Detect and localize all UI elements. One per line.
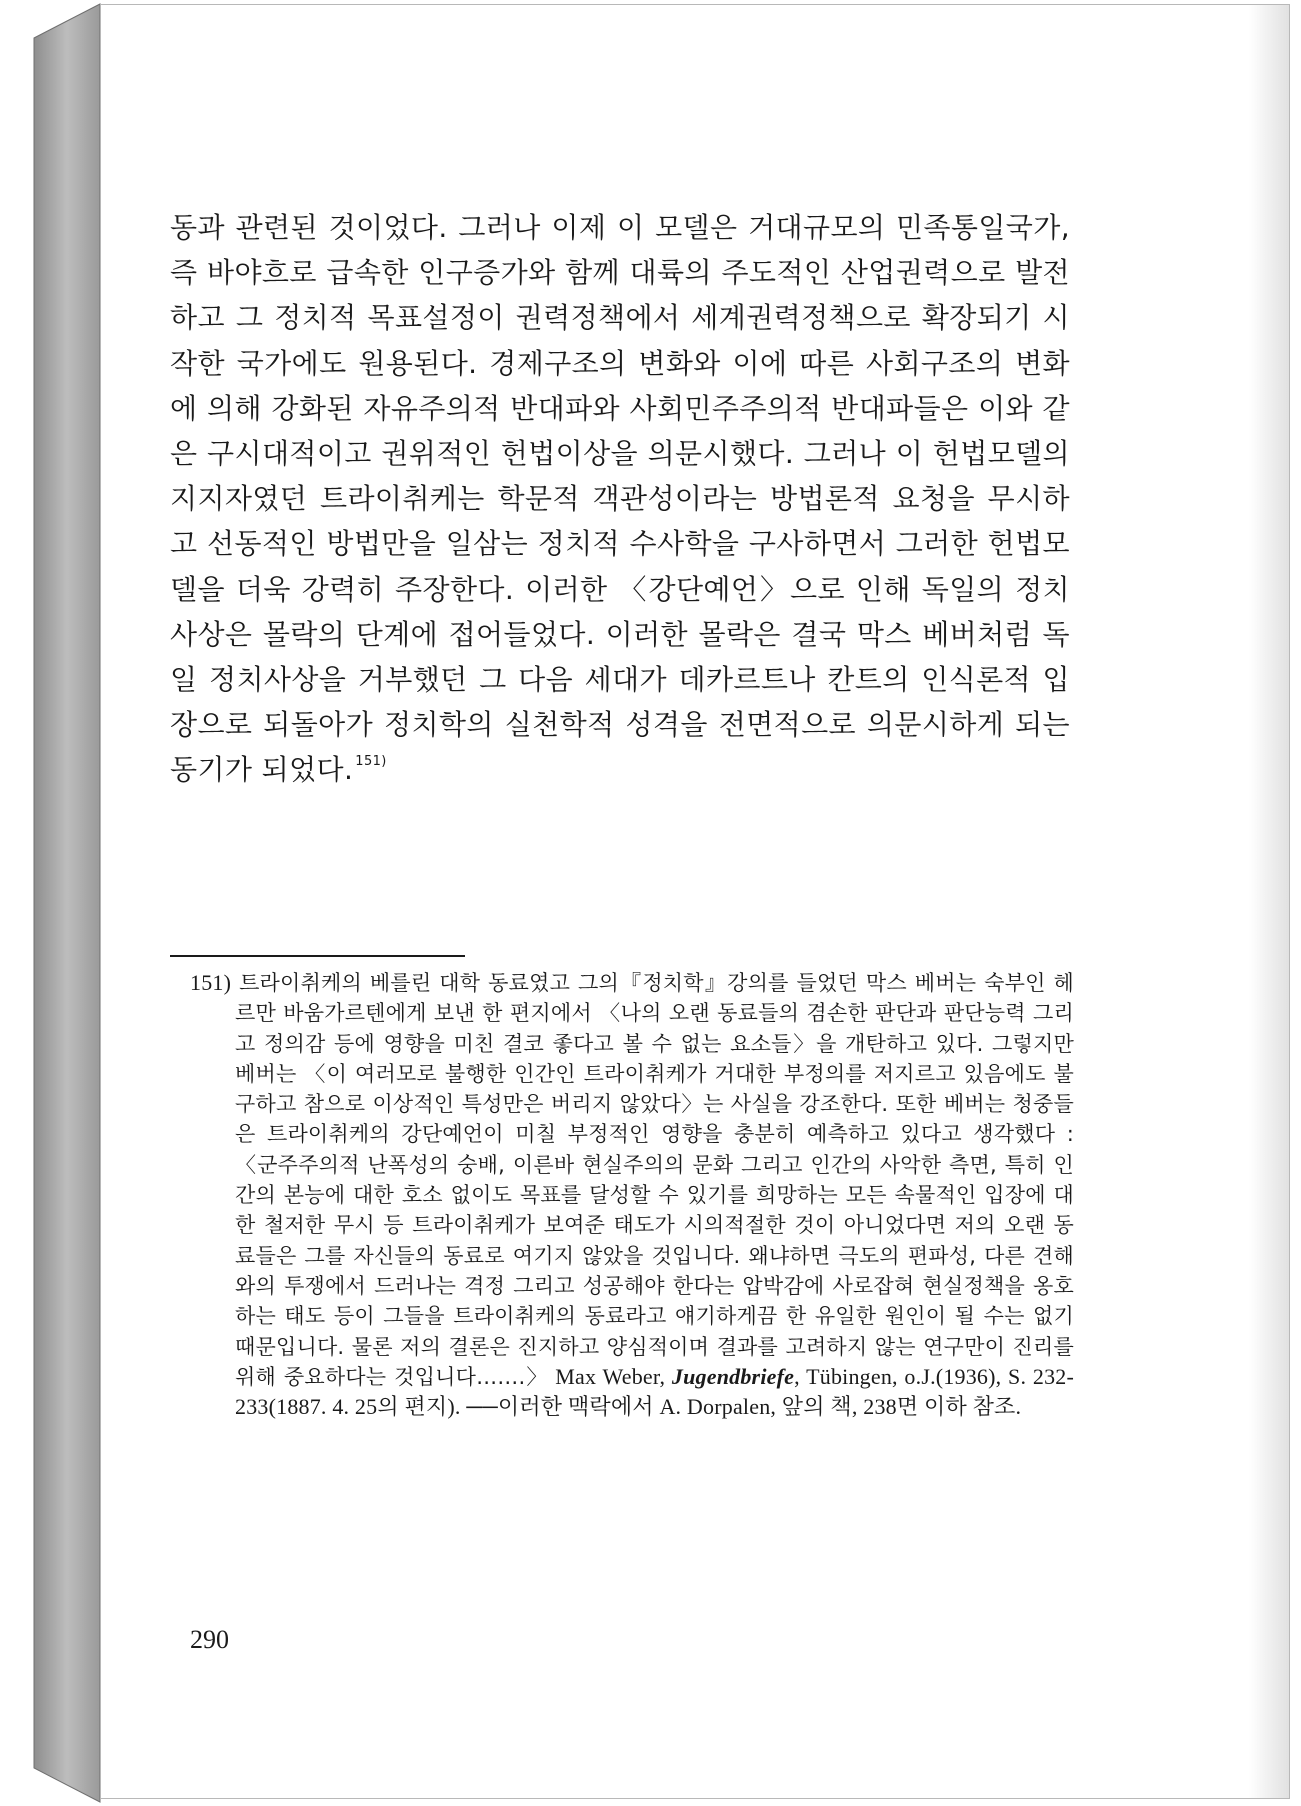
footnote-reference: 151) (355, 754, 387, 770)
book-spine-shape (34, 0, 104, 1806)
footnote-number: 151) (190, 970, 232, 995)
footnote-text: 트라이취케의 베를린 대학 동료였고 그의『정치학』강의를 들었던 막스 베버는 숙부인 헤르만 바움가르텐에게 보낸 한 편지에서 〈나의 오랜 동료들의 겸손한 판단과 판단능력 그리고 정의감 등에 영향을 미친 결코 좋다고 볼 수 없는 요소들〉을 개탄하고 있다. 그렇지만 베버는 〈이 여러모로 불행한 인간인 트라이취케가 거대한 부정의를 저지르고 있음에도 불구하고 참으로 이상적인 특성만은 버리지 않았다〉는 사실을 강조한다. 또한 베버는 청중들은 트라이취케의 강단예언이 미칠 부정적인 영향을 충분히 예측하고 있다고 생각했다 : 〈군주주의적 난폭성의 숭배, 이른바 현실주의의 문화 그리고 인간의 사악한 측면, 특히 인간의 본능에 대한 호소 없이도 목표를 달성할 수 있기를 희망하는 모든 속물적인 입장에 대한 철저한 무시 등 트라이취케가 보여준 태도가 시의적절한 것이 아니었다면 저의 오랜 동료들은 그를 자신들의 동료로 여기지 않았을 것입니다. 왜냐하면 극도의 편파성, 다른 견해와의 투쟁에서 드러나는 격정 그리고 성공해야 한다는 압박감에 사로잡혀 현실정책을 옹호하는 태도 등이 그들을 트라이취케의 동료라고 얘기하게끔 한 유일한 원인이 될 수는 없기 때문입니다. 물론 저의 결론은 진지하고 양심적이며 결과를 고려하지 않는 연구만이 진리를 위해 중요하다는 것입니다…….〉 (231, 971, 1074, 1389)
footnote-divider (170, 955, 465, 957)
footnote-author: Max Weber, (548, 1363, 672, 1389)
page-edge-shadow (1249, 5, 1289, 1798)
footnote-citation: , Tübingen, o.J.(1936), S. 232-233(1887. 4. 25의 편지). ──이러한 맥락에서 A. Dorpalen, 앞의 책, 238면 이하 참조. (235, 1363, 1074, 1420)
main-text (170, 205, 1070, 793)
footnote-book-title: Jugendbriefe (671, 1363, 795, 1389)
main-paragraph (170, 205, 1070, 793)
main-paragraph-text: 동과 관련된 것이었다. 그러나 이제 이 모델은 거대규모의 민족통일국가, 즉 바야흐로 급속한 인구증가와 함께 대륙의 주도적인 산업권력으로 발전하고 그 정치적 목표설정이 권력정책에서 세계권력정책으로 확장되기 시작한 국가에도 원용된다. 경제구조의 변화와 이에 따른 사회구조의 변화에 의해 강화된 자유주의적 반대파와 사회민주주의적 반대파들은 이와 같은 구시대적이고 권위적인 헌법이상을 의문시했다. 그러나 이 헌법모델의 지지자였던 트라이취케는 학문적 객관성이라는 방법론적 요청을 무시하고 선동적인 방법만을 일삼는 정치적 수사학을 구사하면서 그러한 헌법모델을 더욱 강력히 주장한다. 이러한 〈강단예언〉으로 인해 독일의 정치사상은 몰락의 단계에 접어들었다. 이러한 몰락은 결국 막스 베버처럼 독일 정치사상을 거부했던 그 다음 세대가 데카르트나 칸트의 인식론적 입장으로 되돌아가 정치학의 실천학적 성격을 전면적으로 의문시하게 되는 동기가 되었다. (170, 211, 1070, 787)
footnote-151 (190, 968, 1074, 1422)
page-number: 290 (190, 1625, 229, 1654)
